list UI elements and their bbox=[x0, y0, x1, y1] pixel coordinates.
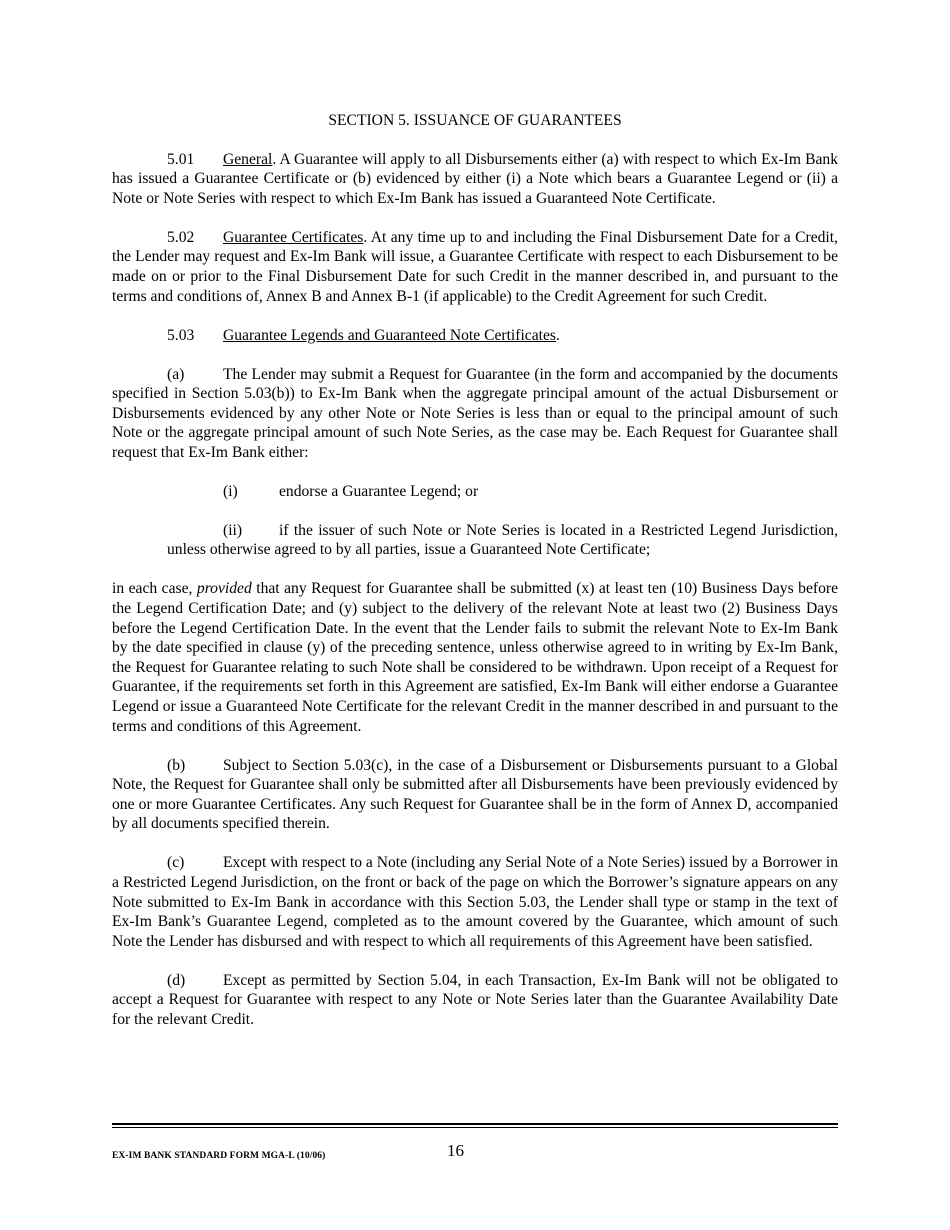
continuation-text: that any Request for Guarantee shall be submitted (x) at least ten (10) Business Days before the Legend Certification Date; and (y) subject to the delivery of the relevant Note at least two (2) Business Days before the Legend Certification Date. In the event that the Lender fails to submit the relevant Note to Ex-Im Bank by the date specified in clause (y) of the preceding sentence, unless otherwise agreed to in writing by Ex-Im Bank, the Request for Guarantee relating to such Note shall be considered to be withdrawn. Upon receipt of a Request for Guarantee, if the requirements set forth in this Agreement are satisfied, Ex-Im Bank will either endorse a Guarantee Legend or issue a Guaranteed Note Certificate for the relevant Credit in the manner described in and pursuant to the terms and conditions of this Agreement. bbox=[112, 580, 838, 735]
clause-text: Except as permitted by Section 5.04, in each Transaction, Ex-Im Bank will not be obligated to accept a Request for Guarantee with respect to any Note or Note Series later than the Guarantee Availability Date for the relevant Credit. bbox=[112, 971, 838, 1028]
paragraph-5-01 bbox=[112, 150, 838, 209]
footer-form-label: EX-IM BANK STANDARD FORM MGA-L (10/06) bbox=[112, 1151, 326, 1161]
clause-text: Subject to Section 5.03(c), in the case of a Disbursement or Disbursements pursuant to a Global Note, the Request for Guarantee shall only be submitted after all Disbursements have been previously evidenced by one or more Guarantee Certificates. Any such Request for Guarantee shall be in the form of Annex D, accompanied by all documents specified therein. bbox=[112, 756, 838, 833]
paragraph-5-03 bbox=[112, 326, 838, 346]
clause-text: if the issuer of such Note or Note Series is located in a Restricted Legend Jurisdiction, unless otherwise agreed to by all parties, issue a Guaranteed Note Certificate; bbox=[167, 521, 838, 559]
paragraph-title: Guarantee Legends and Guaranteed Note Certificates bbox=[223, 326, 556, 344]
clause-label: (c) bbox=[167, 854, 185, 872]
document-body bbox=[112, 111, 838, 1049]
clause-label: (a) bbox=[167, 365, 185, 383]
paragraph-text: . A Guarantee will apply to all Disbursements either (a) with respect to which Ex-Im Bank has issued a Guarantee Certificate or (b) evidenced by either (i) a Note which bears a Guarantee Legend or (ii) a Note or Note Series with respect to which Ex-Im Bank has issued a Guaranteed Note Certificate. bbox=[112, 150, 838, 207]
page-number: 16 bbox=[447, 1141, 464, 1160]
paragraph-d bbox=[112, 971, 838, 1030]
section-heading: SECTION 5. ISSUANCE OF GUARANTEES bbox=[328, 112, 622, 129]
paragraph-a bbox=[112, 365, 838, 463]
subclause-ii bbox=[167, 521, 838, 560]
paragraph-title: General bbox=[223, 150, 273, 168]
clause-label: (ii) bbox=[223, 521, 243, 539]
footer-divider-thin bbox=[112, 1127, 838, 1128]
clause-label: (b) bbox=[167, 756, 186, 774]
paragraph-b bbox=[112, 756, 838, 834]
clause-text: Except with respect to a Note (including any Serial Note of a Note Series) issued by a Borrower in a Restricted Legend Jurisdiction, on the front or back of the page on which the Borrower’s signature appears on any Note submitted to Ex-Im Bank in accordance with this Section 5.03, the Lender shall type or stamp in the text of Ex-Im Bank’s Guarantee Legend, completed as to the amount covered by the Guarantee, which amount of such Note the Lender has disbursed and with respect to which all requirements of this Agreement have been satisfied. bbox=[112, 854, 838, 950]
footer-divider-thick bbox=[112, 1123, 838, 1125]
clause-text: The Lender may submit a Request for Guarantee (in the form and accompanied by the documents specified in Section 5.03(b)) to Ex-Im Bank when the aggregate principal amount of the actual Disbursement or Disbursements evidenced by any other Note or Note Series is less than or equal to the principal amount of such Note or the aggregate principal amount of such Note Series, as the case may be. Each Request for Guarantee shall request that Ex-Im Bank either: bbox=[112, 365, 838, 461]
paragraph-title: Guarantee Certificates bbox=[223, 228, 364, 246]
paragraph-number: 5.01 bbox=[167, 150, 195, 168]
subclause-i bbox=[223, 482, 838, 502]
paragraph-c bbox=[112, 853, 838, 951]
paragraph-suffix: . bbox=[555, 326, 560, 344]
paragraph-number: 5.02 bbox=[167, 228, 195, 246]
continuation-lead: in each case, bbox=[112, 580, 197, 598]
clause-label: (i) bbox=[223, 482, 238, 500]
clause-text: endorse a Guarantee Legend; or bbox=[279, 482, 479, 500]
paragraph-5-02 bbox=[112, 228, 838, 306]
paragraph-text: . At any time up to and including the Final Disbursement Date for a Credit, the Lender may request and Ex-Im Bank will issue, a Guarantee Certificate with respect to each Disbursement to be made on or prior to the Final Disbursement Date for such Credit in the manner described in, and pursuant to the terms and conditions of, Annex B and Annex B-1 (if applicable) to the Credit Agreement for such Credit. bbox=[112, 228, 838, 305]
clause-label: (d) bbox=[167, 971, 186, 989]
paragraph-continuation bbox=[112, 579, 838, 736]
continuation-italic: provided bbox=[196, 580, 252, 598]
paragraph-number: 5.03 bbox=[167, 326, 195, 344]
